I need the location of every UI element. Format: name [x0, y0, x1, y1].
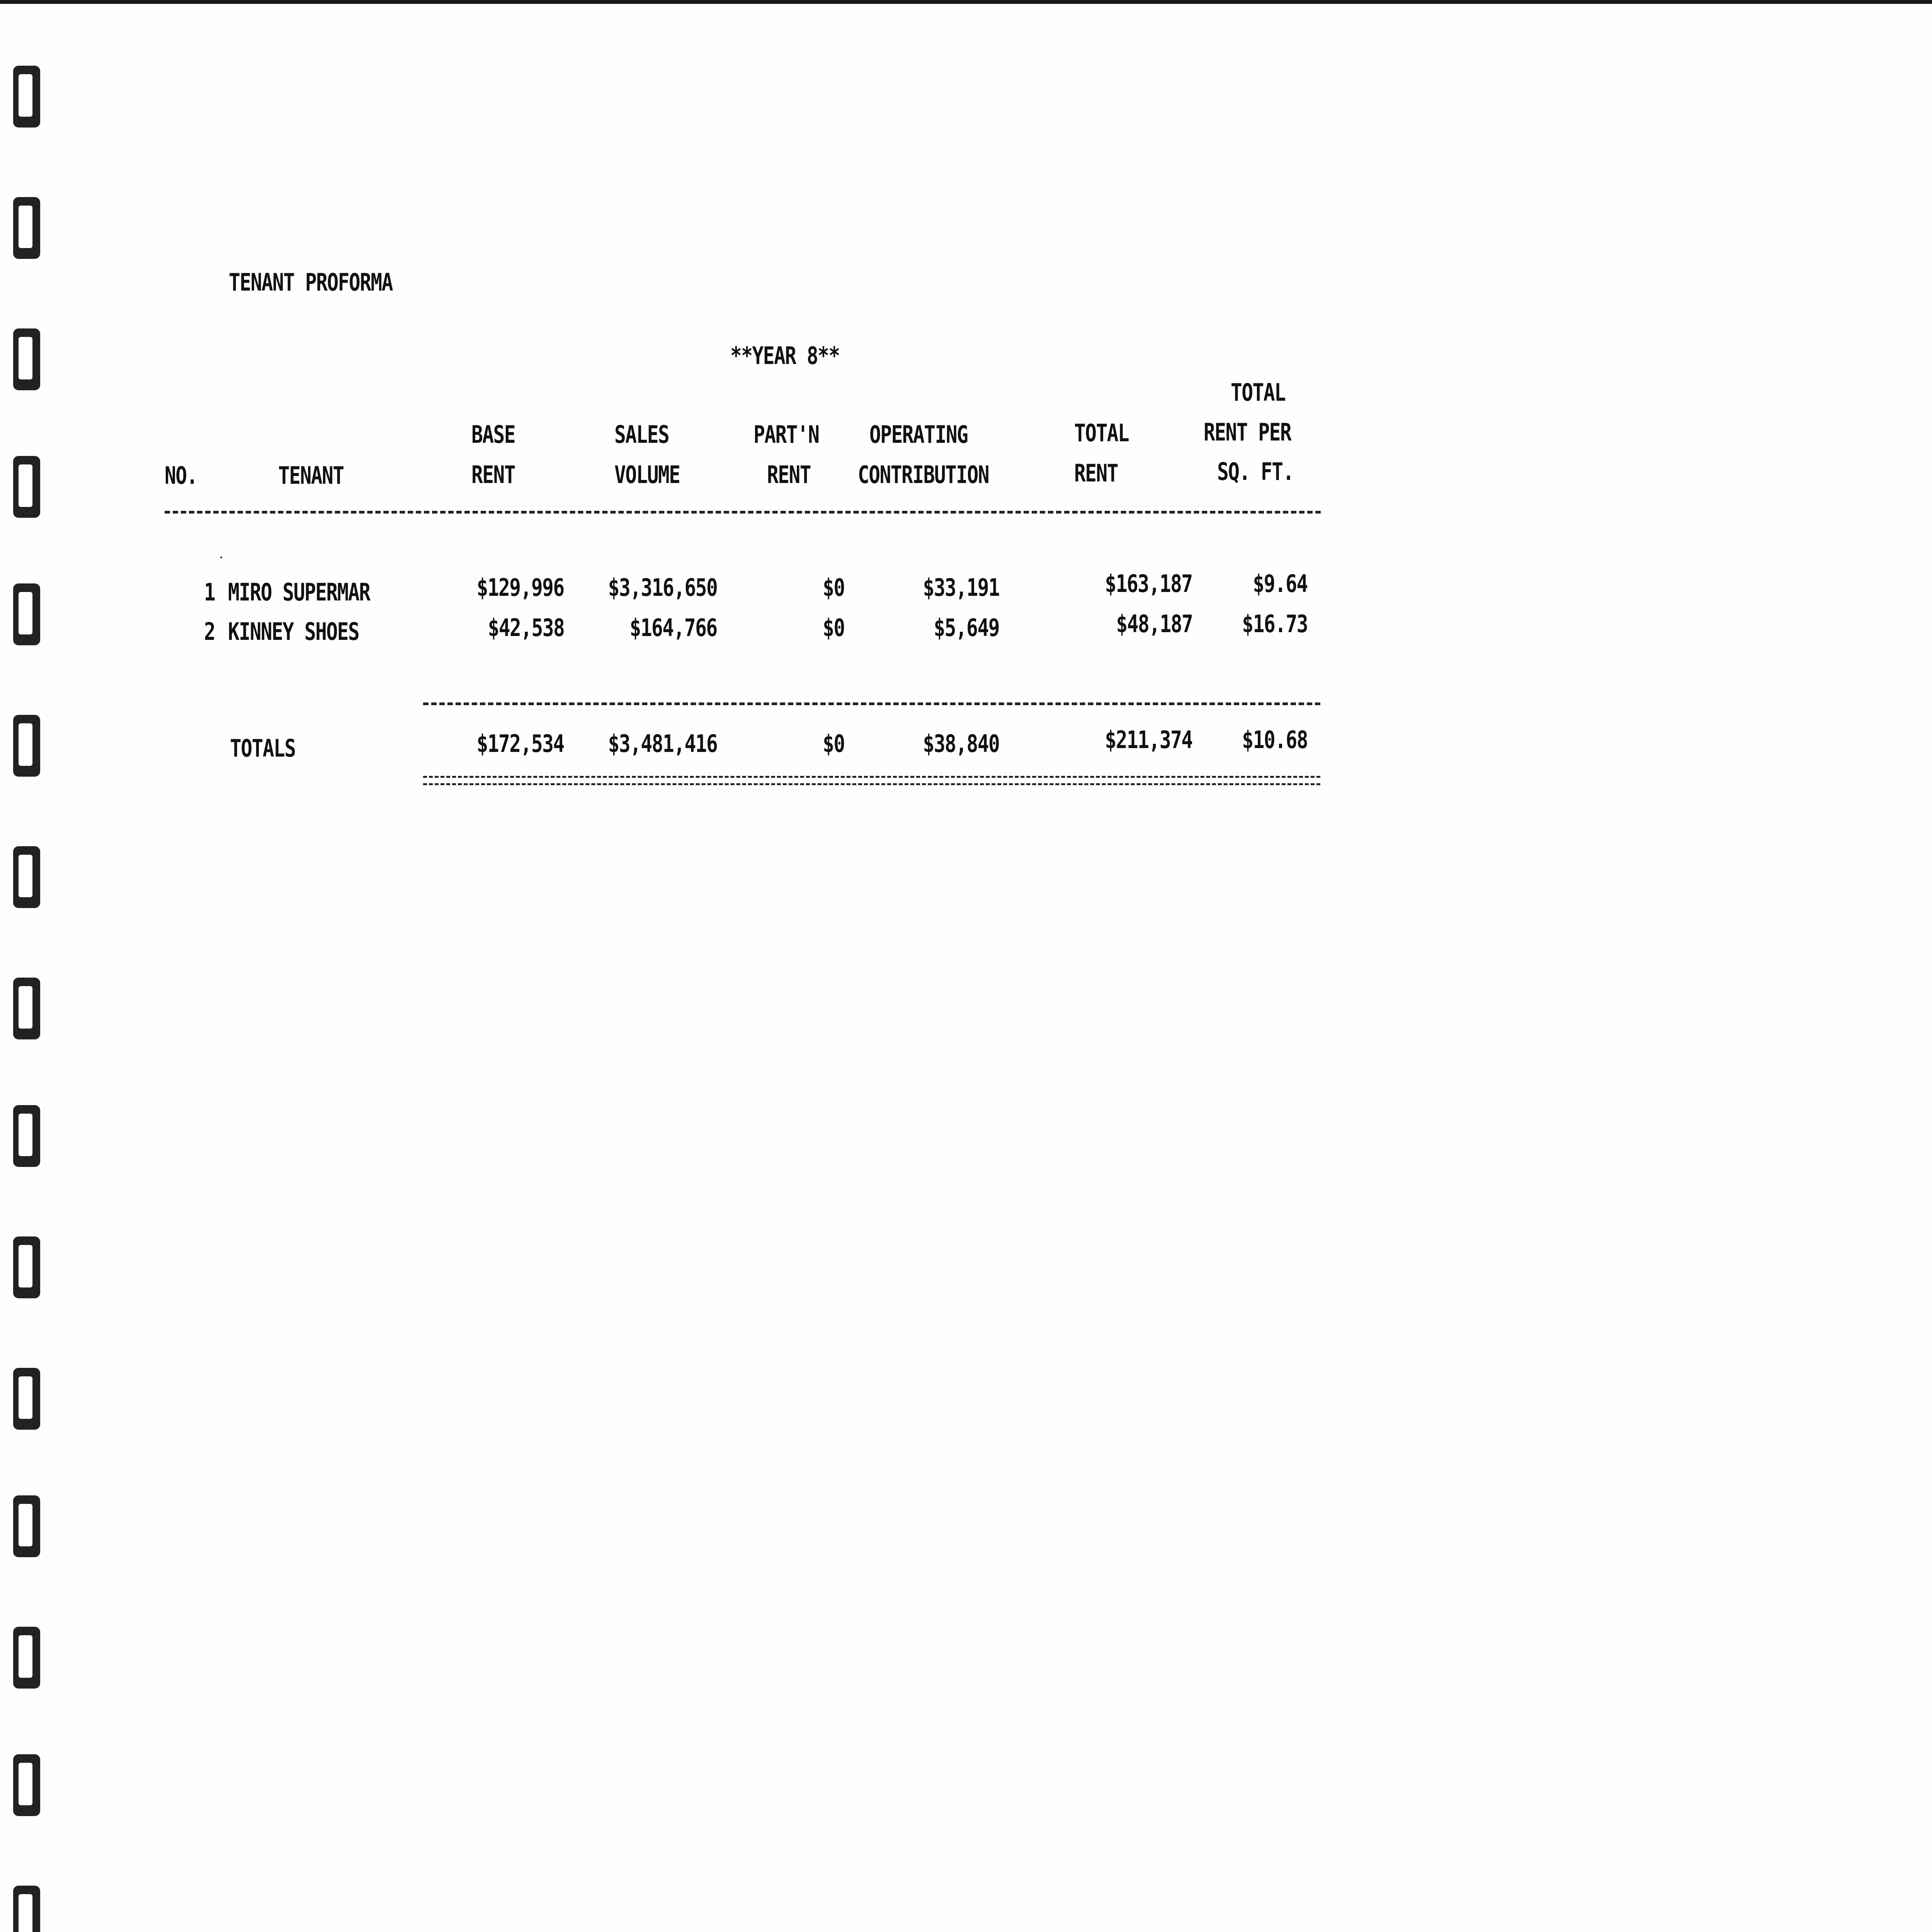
header-no: NO.	[165, 461, 197, 490]
row-total-rent: $48,187	[1116, 610, 1192, 638]
row-tenant: MIRO SUPERMAR	[228, 578, 370, 606]
header-partn-rent-line1: PART'N	[753, 420, 819, 449]
binder-hole	[13, 846, 40, 908]
scan-speck	[220, 556, 222, 558]
totals-label: TOTALS	[230, 734, 296, 762]
binder-hole	[13, 197, 40, 259]
row-base-rent: $42,538	[488, 614, 564, 642]
header-tenant: TENANT	[278, 461, 344, 490]
row-tenant: KINNEY SHOES	[228, 617, 359, 646]
row-base-rent: $129,996	[476, 573, 564, 602]
page-top-edge	[0, 0, 1932, 4]
header-base-rent-line1: BASE	[471, 420, 515, 449]
header-rent-per-sqft-line2: RENT PER	[1204, 418, 1291, 446]
binder-hole	[13, 456, 40, 518]
binder-hole	[13, 1754, 40, 1816]
header-sales-volume-line1: SALES	[614, 420, 669, 449]
report-title: TENANT PROFORMA	[229, 268, 393, 296]
header-rent-per-sqft-line1: TOTAL	[1231, 378, 1286, 406]
binder-hole	[13, 66, 40, 128]
binder-hole	[13, 978, 40, 1039]
header-separator	[165, 511, 1321, 514]
row-sales-volume: $3,316,650	[608, 573, 717, 602]
totals-sales-volume: $3,481,416	[608, 730, 717, 758]
row-total-rent: $163,187	[1105, 570, 1192, 598]
header-sales-volume-line2: VOLUME	[614, 461, 680, 489]
row-partn-rent: $0	[823, 614, 845, 642]
header-rent-per-sqft-line3: SQ. FT.	[1217, 457, 1294, 486]
totals-base-rent: $172,534	[476, 730, 564, 758]
header-partn-rent-line2: RENT	[767, 461, 811, 489]
binder-hole	[13, 1495, 40, 1557]
totals-separator	[423, 702, 1320, 705]
header-operating-contribution-line2: CONTRIBUTION	[858, 461, 989, 489]
binder-hole	[13, 328, 40, 390]
header-total-rent-line1: TOTAL	[1074, 419, 1129, 447]
header-base-rent-line2: RENT	[471, 461, 515, 489]
binder-hole	[13, 1105, 40, 1167]
totals-total-rent: $211,374	[1105, 726, 1192, 754]
binder-hole	[13, 1627, 40, 1689]
report-period: **YEAR 8**	[730, 342, 840, 370]
header-operating-contribution-line1: OPERATING	[869, 420, 968, 449]
binder-hole	[13, 1368, 40, 1430]
row-operating-contribution: $33,191	[923, 573, 999, 602]
totals-double-rule	[423, 776, 1320, 785]
binder-hole	[13, 1886, 40, 1932]
header-total-rent-line2: RENT	[1074, 459, 1118, 487]
binder-hole	[13, 583, 40, 645]
row-sales-volume: $164,766	[629, 614, 717, 642]
row-rent-per-sqft: $9.64	[1253, 570, 1308, 598]
row-partn-rent: $0	[823, 573, 845, 602]
totals-rent-per-sqft: $10.68	[1242, 726, 1308, 754]
totals-operating-contribution: $38,840	[923, 730, 999, 758]
totals-partn-rent: $0	[823, 730, 845, 758]
binder-hole	[13, 1236, 40, 1298]
row-no: 1	[204, 578, 215, 606]
binder-hole	[13, 715, 40, 777]
row-no: 2	[204, 617, 215, 646]
row-operating-contribution: $5,649	[934, 614, 999, 642]
row-rent-per-sqft: $16.73	[1242, 610, 1308, 638]
